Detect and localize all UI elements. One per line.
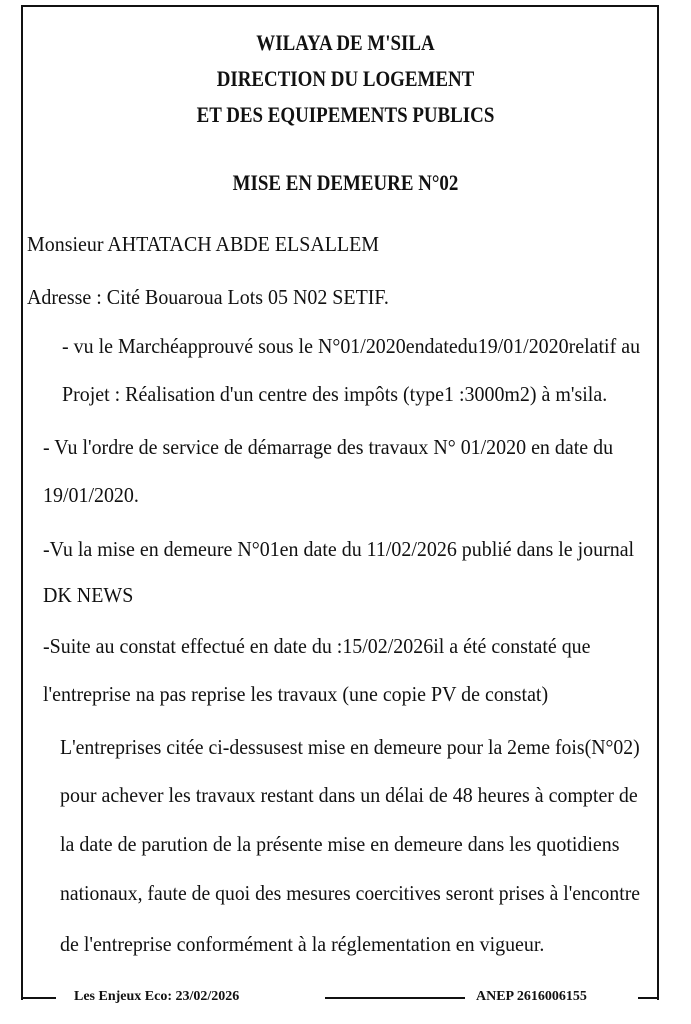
body-line: - vu le Marchéapprouvé sous le N°01/2020endatedu19/01/2020relatif au xyxy=(62,334,641,358)
recipient-name: Monsieur AHTATACH ABDE ELSALLEM xyxy=(27,232,380,256)
footer-rule-middle xyxy=(325,997,465,999)
body-line: L'entreprises citée ci-dessusest mise en demeure pour la 2eme fois(N°02) xyxy=(60,735,640,759)
anep-reference: ANEP 2616006155 xyxy=(476,989,587,1004)
wilaya-heading: WILAYA DE M'SILA xyxy=(256,30,435,55)
body-line: -Suite au constat effectué en date du :15/02/2026il a été constaté que xyxy=(43,634,591,658)
body-line: l'entreprise na pas reprise les travaux (une copie PV de constat) xyxy=(43,682,549,706)
footer-rule-left xyxy=(21,997,56,999)
equipements-heading: ET DES EQUIPEMENTS PUBLICS xyxy=(196,102,495,127)
body-line: - Vu l'ordre de service de démarrage des travaux N° 01/2020 en date du xyxy=(43,435,614,459)
notice-title: MISE EN DEMEURE N°02 xyxy=(232,170,459,195)
recipient-address: Adresse : Cité Bouaroua Lots 05 N02 SETIF. xyxy=(27,285,389,309)
body-line: 19/01/2020. xyxy=(43,483,139,507)
body-line: pour achever les travaux restant dans un délai de 48 heures à compter de xyxy=(60,783,638,807)
publication-date: Les Enjeux Eco: 23/02/2026 xyxy=(74,989,240,1004)
body-line: nationaux, faute de quoi des mesures coercitives seront prises à l'encontre xyxy=(60,881,640,905)
body-line: la date de parution de la présente mise en demeure dans les quotidiens xyxy=(60,832,620,856)
body-line: de l'entreprise conformément à la réglementation en vigueur. xyxy=(60,932,545,956)
footer-rule-right xyxy=(638,997,659,999)
body-line: Projet : Réalisation d'un centre des impôts (type1 :3000m2) à m'sila. xyxy=(62,382,608,406)
body-line: -Vu la mise en demeure N°01en date du 11/02/2026 publié dans le journal xyxy=(43,537,635,561)
direction-heading: DIRECTION DU LOGEMENT xyxy=(216,66,475,91)
body-line: DK NEWS xyxy=(43,583,134,607)
